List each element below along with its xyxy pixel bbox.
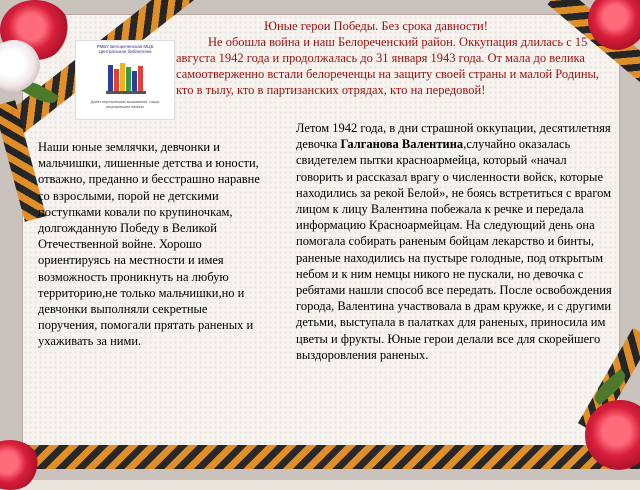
- intro-paragraph: Не обошла война и наш Белореченский район. Оккупация длилась с 15 августа 1942 года и продолжалась до 31 января 1943 года. От мала до велика самоотверженно встали белореченцы на защиту своей страны и малой Родины, кто в тылу, кто в партизанских отрядах, кто на передовой!: [176, 35, 600, 97]
- library-logo: [75, 40, 175, 120]
- st-george-ribbon-bottom: [0, 445, 640, 469]
- right-text-rest: ,случайно оказалась свидетелем пытки красноармейца, который «начал говорить и рассказал врагу о численности войск, которые находились за рекой Белой», не боясь встретиться с врагом лицом к лицу Валентина побежала к речке и передала информацию Красноармейцам. На следующий день она помогала собирать раненым бойцам лекарство и бинты, раненые находились на пустыре голодные, под открытым небом и к ним немцы никого не пускали, но девочка с ребятами нашли способ все передать. После освобождения города, Валентина участвовала в драм кружке, и с другими детьми, выступала в палатках для раненых, приносила им цветы и фрукты. Юные герои делали все для скорейшего выздоровления раненых.: [296, 137, 612, 362]
- books-icon: [106, 61, 146, 95]
- right-column: [296, 120, 614, 363]
- logo-motto: Даём пережившим выжившим, наша пережившим память: [90, 99, 160, 109]
- logo-org-line1: РМБУ Белореченская МЦБ: [96, 44, 154, 49]
- left-column-text: Наши юные землячки, девчонки и мальчишки, лишенные детства и юности, отважно, преданно и бесстрашно наравне со взрослыми, порой не детскими поступками ковали по крупиночкам, долгожданную Победу в Великой Отечественной войне. Хорошо ориентируясь на местности и имея возможность проникнуть на любую территорию,не только мальчишки,но и девчонки выполняли секретные поручения, помогали прятать раненых и ухаживать за ними.: [38, 140, 260, 349]
- right-text-start: Летом 1942 года, в дни страшной оккупации, десятилетняя девочка: [296, 121, 611, 152]
- logo-org-line2: Центральная библиотека: [98, 49, 152, 54]
- hero-name: Галганова Валентина: [340, 137, 464, 152]
- intro-block: [176, 18, 616, 98]
- page-title: Юные герои Победы. Без срока давности!: [264, 19, 488, 33]
